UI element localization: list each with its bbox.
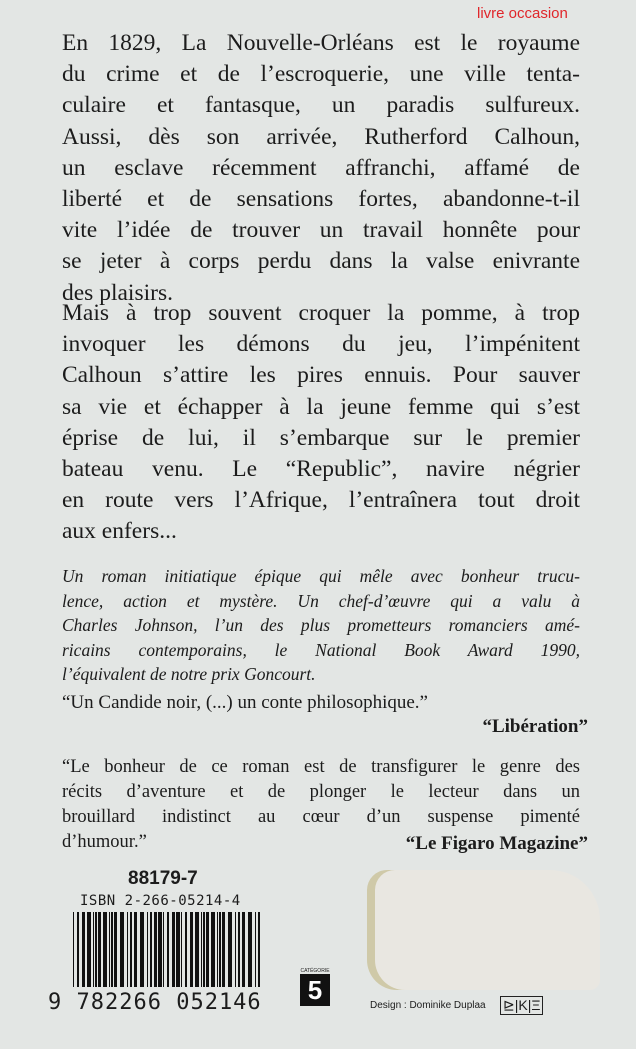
text-line: Mais à trop souvent croquer la pomme, à trop bbox=[62, 300, 580, 326]
text-line: Calhoun s’attire les pires ennuis. Pour sauver bbox=[62, 362, 580, 389]
barcode-bar bbox=[150, 912, 152, 987]
blurb-line: Charles Johnson, l’un des plus prometteurs romanciers amé- bbox=[62, 615, 580, 635]
barcode-bar bbox=[154, 912, 157, 987]
barcode-bar bbox=[206, 912, 209, 987]
barcode-bar bbox=[127, 912, 128, 987]
product-code: 88179-7 bbox=[128, 868, 198, 889]
barcode-bar bbox=[195, 912, 199, 987]
barcode-bar bbox=[228, 912, 232, 987]
barcode-bar bbox=[140, 912, 144, 987]
barcode-bar bbox=[87, 912, 91, 987]
quote-line: “Le bonheur de ce roman est de transfigurer le genre des bbox=[62, 757, 580, 777]
text-line: du crime et de l’escroquerie, une ville tenta- bbox=[62, 61, 580, 88]
barcode-bar bbox=[203, 912, 205, 987]
barcode-bar bbox=[93, 912, 94, 987]
barcode-bar bbox=[248, 912, 252, 987]
quote-line: d’humour.” bbox=[62, 832, 147, 852]
barcode-bar bbox=[95, 912, 97, 987]
barcode-bar bbox=[181, 912, 182, 987]
barcode-bar bbox=[211, 912, 215, 987]
quote-line: brouillard indistinct au cœur d’un suspense pimenté bbox=[62, 807, 580, 827]
text-line: invoquer les démons du jeu, l’impénitent bbox=[62, 331, 580, 358]
quote-source-figaro: “Le Figaro Magazine” bbox=[405, 833, 588, 854]
barcode bbox=[73, 912, 263, 987]
barcode-bar bbox=[185, 912, 187, 987]
text-line: aux enfers... bbox=[62, 518, 177, 545]
barcode-bar bbox=[114, 912, 117, 987]
text-line: En 1829, La Nouvelle-Orléans est le royaume bbox=[62, 30, 580, 56]
blurb-line: ricains contemporains, le National Book Award 1990, bbox=[62, 639, 580, 660]
category-label: CATÉGORIE bbox=[300, 968, 330, 974]
text-line: des plaisirs. bbox=[62, 279, 173, 306]
barcode-bar bbox=[238, 912, 240, 987]
text-line: un esclave récemment affranchi, affamé de bbox=[62, 154, 580, 181]
barcode-bar bbox=[255, 912, 256, 987]
publisher-logo: ⊵|K|Ξ bbox=[500, 996, 543, 1015]
italic-blurb bbox=[62, 564, 580, 687]
barcode-bar bbox=[190, 912, 193, 987]
barcode-bar bbox=[217, 912, 218, 987]
text-line: éprise de lui, il s’embarque sur le premier bbox=[62, 424, 580, 451]
quote-liberation: “Un Candide noir, (...) un conte philosophique.” bbox=[62, 692, 428, 713]
blurb-line: Un roman initiatique épique qui mêle avec bonheur trucu- bbox=[62, 566, 580, 586]
barcode-bar bbox=[103, 912, 107, 987]
text-line: Aussi, dès son arrivée, Rutherford Calhoun, bbox=[62, 123, 580, 150]
text-line: se jeter à corps perdu dans la valse enivrante bbox=[62, 248, 580, 275]
barcode-bar bbox=[134, 912, 137, 987]
barcode-bar bbox=[242, 912, 245, 987]
barcode-bar bbox=[167, 912, 169, 987]
design-credit: Design : Dominike Duplaa bbox=[370, 1000, 486, 1011]
barcode-bar bbox=[158, 912, 162, 987]
isbn: ISBN 2-266-05214-4 bbox=[80, 893, 241, 909]
category-badge bbox=[300, 968, 330, 1006]
quote-line: récits d’aventure et de plonger le lecteur dans un bbox=[62, 782, 580, 802]
barcode-bar bbox=[219, 912, 221, 987]
barcode-bar bbox=[163, 912, 164, 987]
quote-source-liberation: “Libération” bbox=[482, 716, 588, 737]
blurb-line: lence, action et mystère. Un chef-d’œuvre qui a valu à bbox=[62, 590, 580, 611]
blurb-line: l’équivalent de notre prix Goncourt. bbox=[62, 664, 316, 684]
ean-number: 9 782266 052146 bbox=[48, 990, 262, 1015]
barcode-bar bbox=[235, 912, 236, 987]
barcode-bar bbox=[201, 912, 202, 987]
barcode-bar bbox=[73, 912, 74, 987]
barcode-bar bbox=[172, 912, 175, 987]
barcode-bar bbox=[130, 912, 132, 987]
text-line: bateau venu. Le “Republic”, navire négrier bbox=[62, 456, 580, 482]
text-line: vite l’idée de trouver un travail honnête pour bbox=[62, 217, 580, 244]
barcode-bar bbox=[120, 912, 124, 987]
barcode-bar bbox=[222, 912, 225, 987]
category-number: 5 bbox=[300, 974, 330, 1006]
torn-label-patch bbox=[375, 870, 600, 990]
barcode-bar bbox=[147, 912, 148, 987]
watermark: livre occasion bbox=[477, 5, 568, 22]
barcode-bar bbox=[111, 912, 113, 987]
barcode-bar bbox=[109, 912, 110, 987]
barcode-bar bbox=[98, 912, 101, 987]
barcode-bar bbox=[77, 912, 79, 987]
barcode-bar bbox=[176, 912, 180, 987]
barcode-bar bbox=[258, 912, 260, 987]
text-line: culaire et fantasque, un paradis sulfureux. bbox=[62, 92, 580, 119]
text-line: en route vers l’Afrique, l’entraînera tout droit bbox=[62, 487, 580, 514]
text-line: liberté et de sensations fortes, abandonne-t-il bbox=[62, 186, 580, 212]
barcode-bar bbox=[82, 912, 85, 987]
text-line: sa vie et échapper à la jeune femme qui s’est bbox=[62, 393, 580, 420]
